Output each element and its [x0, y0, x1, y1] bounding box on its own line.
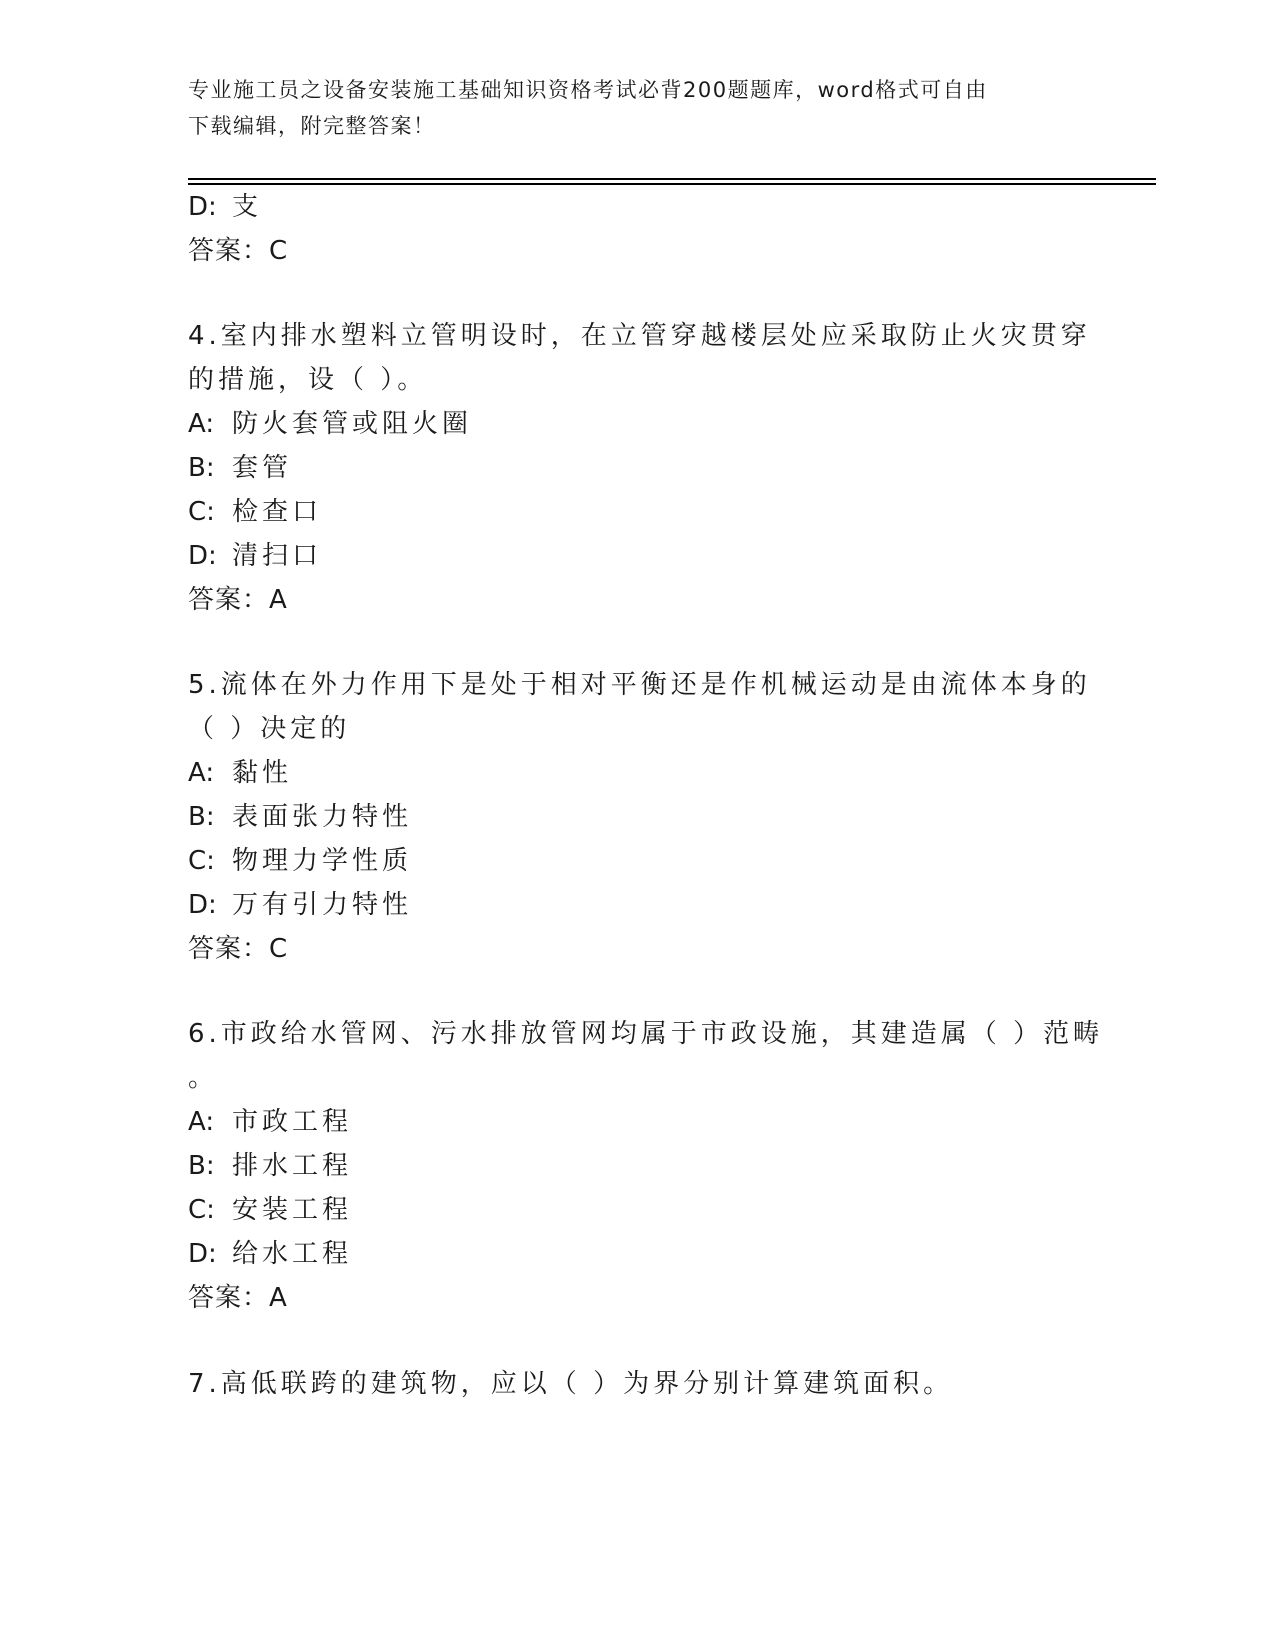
option-key: B: [188, 802, 215, 832]
question-6-option-b [188, 1148, 352, 1184]
question-4-option-a [188, 406, 472, 442]
option-text: 支 [232, 192, 263, 222]
option-text: 安装工程 [232, 1195, 353, 1225]
option-text: 万有引力特性 [232, 890, 413, 920]
question-4-answer: 答案：A [188, 585, 288, 615]
option-key: C: [188, 1195, 215, 1225]
question-6-answer: 答案：A [188, 1283, 288, 1313]
option-text: 给水工程 [232, 1239, 353, 1269]
question-7-stem-line1: 7.高低联跨的建筑物，应以（ ）为界分别计算建筑面积。 [188, 1369, 954, 1399]
question-5-option-d [188, 887, 412, 923]
header-title-line1: 专业施工员之设备安装施工基础知识资格考试必背200题题库，word格式可自由 [188, 78, 988, 102]
option-text: 黏性 [232, 758, 293, 788]
option-key: B: [188, 1151, 215, 1181]
option-key: B: [188, 453, 215, 483]
question-5-option-b [188, 799, 412, 835]
prev-answer: 答案：C [188, 236, 289, 266]
question-5-option-c [188, 843, 412, 879]
prev-option-d [188, 189, 262, 225]
question-4-option-d [188, 538, 322, 574]
question-4-option-c [188, 494, 322, 530]
option-key: C: [188, 846, 215, 876]
question-4-option-b [188, 450, 292, 486]
question-5-answer: 答案：C [188, 934, 289, 964]
question-6-stem-line1: 6.市政给水管网、污水排放管网均属于市政设施，其建造属（ ）范畴 [188, 1019, 1104, 1049]
header-title-line2: 下载编辑，附完整答案！ [188, 114, 436, 138]
option-key: A: [188, 758, 215, 788]
option-text: 防火套管或阻火圈 [232, 409, 473, 439]
option-key: D: [188, 541, 217, 571]
document-header [188, 72, 1088, 144]
option-key: A: [188, 1107, 215, 1137]
option-text: 表面张力特性 [232, 802, 413, 832]
option-text: 清扫口 [232, 541, 323, 571]
question-6-option-d [188, 1236, 352, 1272]
option-key: D: [188, 1239, 217, 1269]
question-4-stem-line1: 4.室内排水塑料立管明设时，在立管穿越楼层处应采取防止火灾贯穿 [188, 321, 1091, 351]
question-6-option-a [188, 1104, 352, 1140]
question-6-option-c [188, 1192, 352, 1228]
option-text: 市政工程 [232, 1107, 353, 1137]
header-divider-bottom [188, 183, 1156, 185]
question-6-stem-line2: 。 [188, 1063, 219, 1093]
option-text: 物理力学性质 [232, 846, 413, 876]
question-5-stem-line2: （ ）决定的 [188, 714, 351, 744]
question-5-stem-line1: 5.流体在外力作用下是处于相对平衡还是作机械运动是由流体本身的 [188, 670, 1091, 700]
question-5-option-a [188, 755, 292, 791]
question-4-stem-line2: 的措施，设（ ）。 [188, 365, 428, 395]
header-divider-top [188, 178, 1156, 180]
option-text: 检查口 [232, 497, 323, 527]
option-key: C: [188, 497, 215, 527]
option-text: 套管 [232, 453, 293, 483]
option-text: 排水工程 [232, 1151, 353, 1181]
option-key: A: [188, 409, 215, 439]
option-key: D: [188, 192, 217, 222]
option-key: D: [188, 890, 217, 920]
